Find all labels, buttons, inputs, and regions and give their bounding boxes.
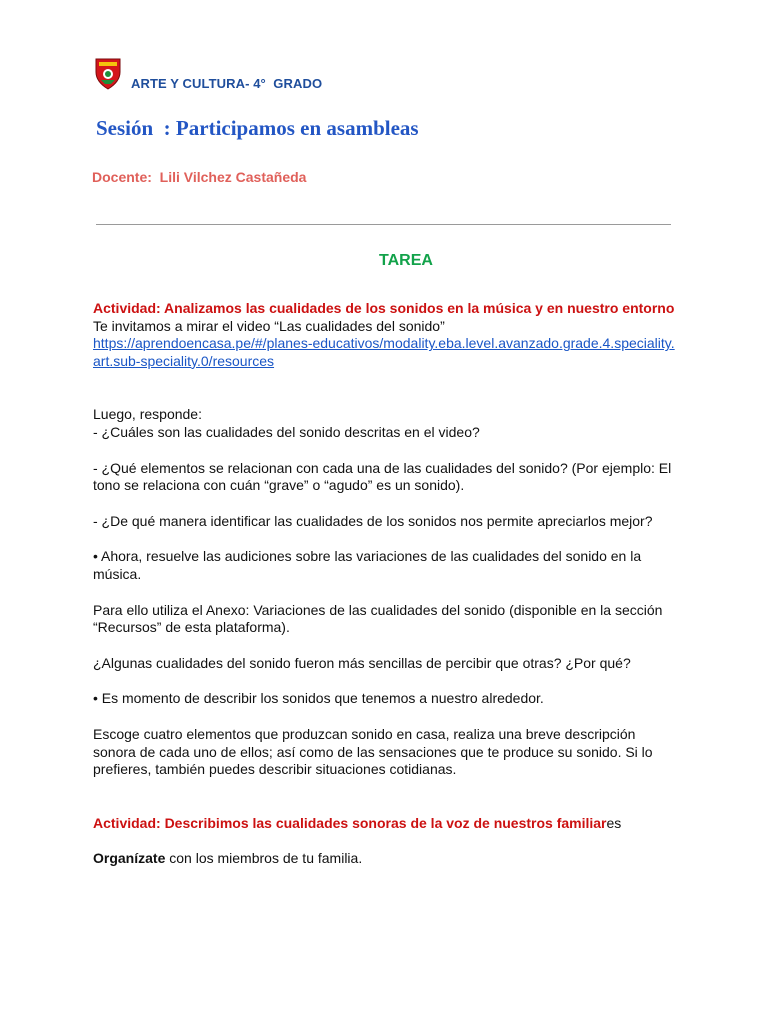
choose-elements-instructions: Escoge cuatro elementos que produzcan sonido en casa, realiza una breve descripción sonora de cada uno de ellos; así como de las sensaciones que te produce su sonido. Si lo prefieres, también puedes describir situaciones cotidianas. <box>93 725 653 778</box>
organize-line <box>93 850 677 868</box>
activity-2-title-bold: Actividad: Describimos las cualidades sonoras de la voz de nuestros familiar <box>93 814 607 831</box>
organize-bold: Organízate <box>93 850 166 867</box>
task-content <box>93 300 677 868</box>
school-crest-icon <box>93 56 123 90</box>
question-3: - ¿De qué manera identificar las cualidades de los sonidos nos permite apreciarlos mejor? <box>93 512 653 529</box>
bullet-describe-sounds: • Es momento de describir los sonidos que tenemos a nuestro alrededor. <box>93 690 544 707</box>
question-2: - ¿Qué elementos se relacionan con cada una de las cualidades del sonido? (Por ejemplo: El tono se relaciona con cuán “grave” o “agudo” es un sonido). <box>93 459 672 494</box>
section-title: TAREA <box>379 252 433 269</box>
teacher-name: Docente: Lili Vilchez Castañeda <box>92 169 307 185</box>
organize-rest: con los miembros de tu familia. <box>165 850 363 867</box>
question-1: - ¿Cuáles son las cualidades del sonido descritas en el video? <box>93 423 480 440</box>
annex-instructions: Para ello utiliza el Anexo: Variaciones de las cualidades del sonido (disponible en la sección “Recursos” de esta plataforma). <box>93 601 663 636</box>
video-invite: Te invitamos a mirar el video “Las cualidades del sonido” <box>93 317 445 334</box>
activity-2-title-tail: es <box>606 814 622 831</box>
activity-1-title: Actividad: Analizamos las cualidades de los sonidos en la música y en nuestro entorno <box>93 300 675 316</box>
horizontal-divider <box>96 224 671 225</box>
bullet-auditions: • Ahora, resuelve las audiciones sobre las variaciones de las cualidades del sonido en la música. <box>93 548 642 582</box>
session-title: Sesión : Participamos en asambleas <box>96 116 419 140</box>
course-title: ARTE Y CULTURA- 4° GRADO <box>131 76 323 91</box>
question-4: ¿Algunas cualidades del sonido fueron más sencillas de percibir que otras? ¿Por qué? <box>93 654 631 671</box>
respond-intro: Luego, responde: <box>93 406 202 423</box>
activity-2-title <box>93 815 677 833</box>
resources-link[interactable]: https://aprendoencasa.pe/#/planes-educativos/modality.eba.level.avanzado.grade.4.speciality.art.sub-speciality.0/resources <box>93 335 675 369</box>
